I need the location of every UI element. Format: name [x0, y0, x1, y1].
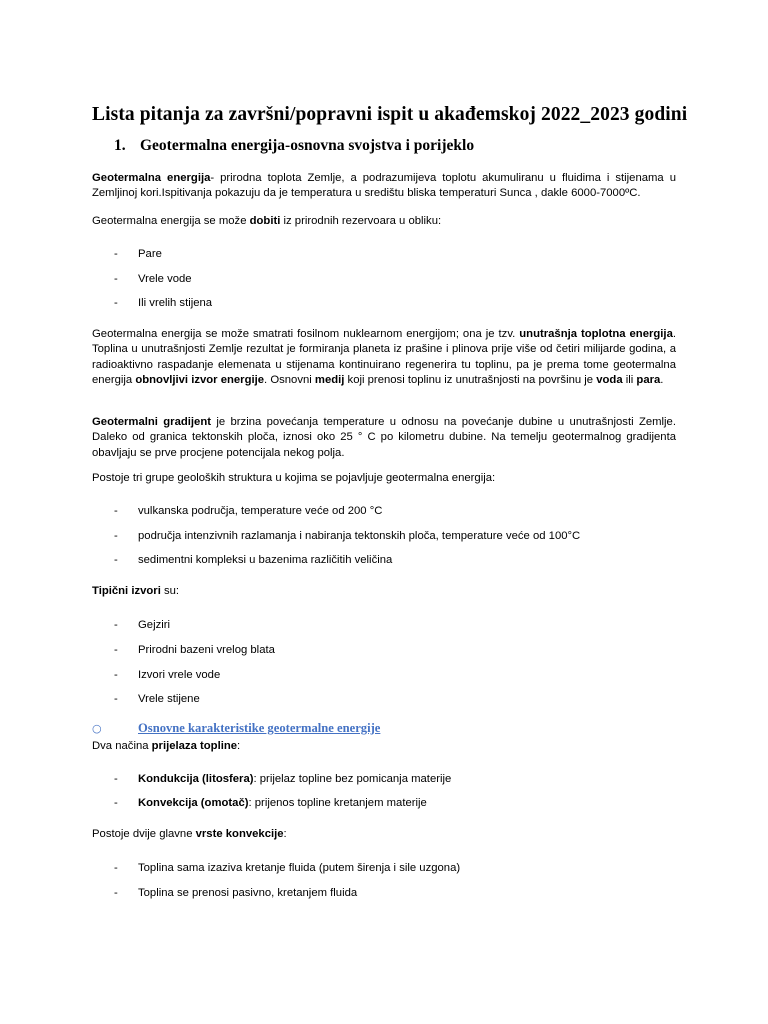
dash: -: [114, 554, 118, 566]
dash: -: [114, 273, 118, 285]
paragraph-sources-intro: [92, 215, 441, 227]
bold-term: medij: [314, 374, 345, 387]
text: : prijelaz topline bez pomicanja materije: [253, 773, 452, 785]
list-item-text: Gejziri: [138, 619, 171, 631]
dash: -: [114, 862, 118, 874]
dash: -: [114, 644, 118, 656]
text: Geotermalna energija se može: [92, 215, 250, 227]
list-item-text: vulkanska područja, temperature veće od 200 °C: [138, 505, 383, 517]
bold-term: dobiti: [249, 215, 281, 227]
paragraph-internal-energy: [92, 327, 676, 389]
list-item-text: Pare: [138, 248, 162, 260]
list-item-text: Ili vrelih stijena: [138, 297, 213, 309]
dash: -: [114, 669, 118, 681]
paragraph-typical-sources: [92, 585, 179, 597]
text: ili: [622, 374, 637, 387]
text: Dva načina: [92, 740, 152, 752]
paragraph-convection-types: [92, 828, 287, 840]
bold-term: prijelaza topline: [151, 740, 238, 752]
dash: -: [114, 773, 118, 785]
list-item-text: Toplina sama izaziva kretanje fluida (putem širenja i sile uzgona): [138, 862, 461, 874]
bold-term: Kondukcija (litosfera): [138, 773, 254, 785]
text: : prijenos topline kretanjem materije: [248, 797, 427, 809]
dash: -: [114, 505, 118, 517]
text: :: [237, 740, 241, 752]
text: Postoje dvije glavne: [92, 828, 196, 840]
section-heading: [114, 137, 474, 155]
circle-bullet-icon: ○: [92, 722, 102, 735]
paragraph-gradient: [92, 415, 676, 461]
list-item-text: Izvori vrele vode: [138, 669, 221, 681]
bold-term: Konvekcija (omotač): [138, 797, 249, 809]
section-title: Geotermalna energija-osnovna svojstva i porijeklo: [140, 137, 475, 154]
dash: -: [114, 797, 118, 809]
bold-term: para: [636, 374, 661, 387]
list-item-text: [138, 773, 451, 785]
list-item-text: [138, 797, 427, 809]
dash: -: [114, 619, 118, 631]
bold-term: obnovljivi izvor energije: [135, 374, 265, 387]
list-item-text: Toplina se prenosi pasivno, kretanjem fluida: [138, 887, 358, 899]
list-item-text: područja intenzivnih razlamanja i nabiranja tektonskih ploča, temperature veće od 100°C: [138, 530, 581, 542]
paragraph-definition: [92, 171, 676, 202]
document-title: Lista pitanja za završni/popravni ispit u akađemskoj 2022_2023 godini: [92, 104, 688, 125]
section-number: 1.: [114, 137, 126, 154]
list-item-text: sedimentni kompleksi u bazenima različitih veličina: [138, 554, 393, 566]
text: je brzina povećanja temperature u odnosu na povećanje dubine u unutrašnjosti Zemlje. Daleko od granica tektonskih ploča, iznosi oko 25 ° C po kilometru dubine. Na temelju geotermalnog gradijenta obavljaju se prve procjene potencijala nekog polja.: [92, 416, 676, 459]
text: iz prirodnih rezervoara u obliku:: [280, 215, 442, 227]
dash: -: [114, 530, 118, 542]
bold-term: vrste konvekcije: [195, 828, 284, 840]
text: - prirodna toplota Zemlje, a podrazumijeva toplotu akumuliranu u fluidima i stijenama u Zemljinoj kori.Ispitivanja pokazuju da je temperatura u središtu bliska temperaturi Sunca , dakle 6000-7000ºC.: [92, 172, 676, 200]
paragraph-heat-transfer: [92, 740, 240, 752]
text: su:: [160, 585, 180, 597]
text: . Osnovni: [264, 374, 315, 387]
paragraph-structures-intro: Postoje tri grupe geoloških struktura u kojima se pojavljuje geotermalna energija:: [92, 472, 496, 484]
text: :: [283, 828, 287, 840]
text: koji prenosi toplinu iz unutrašnjosti na površinu je: [344, 374, 597, 387]
bold-term: voda: [596, 374, 623, 387]
text: .: [660, 374, 664, 387]
dash: -: [114, 693, 118, 705]
bold-term: unutrašnja toplotna energija: [519, 328, 673, 340]
subsection-link[interactable]: Osnovne karakteristike geotermalne energije: [138, 721, 381, 735]
list-item-text: Vrele stijene: [138, 693, 200, 705]
list-item-text: Vrele vode: [138, 273, 192, 285]
dash: -: [114, 887, 118, 899]
bold-term: Tipični izvori: [92, 585, 161, 597]
list-item-text: Prirodni bazeni vrelog blata: [138, 644, 275, 656]
subsection-heading: [92, 721, 380, 736]
text: . Toplina u unutrašnjosti Zemlje rezultat je formiranja planeta iz prašine i plinova prije više od četiri milijarde godina, a radioaktivno raspadanje elemenata u stijenama kontinuirano regenerira tu toplinu, pa je prema tome geotermalna energija: [92, 328, 676, 387]
dash: -: [114, 248, 118, 260]
bold-term: Geotermalni gradijent: [92, 416, 211, 428]
dash: -: [114, 297, 118, 309]
bold-term: Geotermalna energija: [92, 172, 211, 184]
text: Geotermalna energija se može smatrati fosilnom nuklearnom energijom; ona je tzv.: [92, 328, 520, 340]
